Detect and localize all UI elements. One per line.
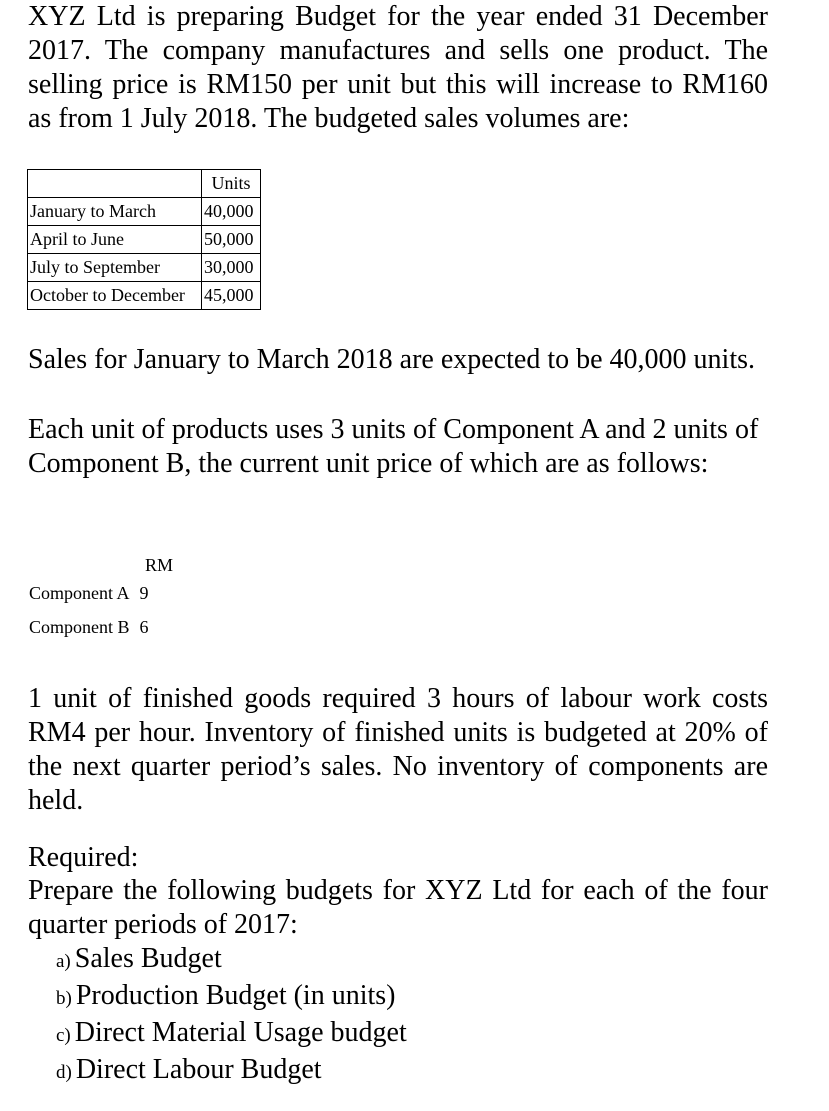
table-row <box>28 226 261 254</box>
table-header-row <box>28 170 261 198</box>
period-cell: October to December <box>28 282 202 310</box>
list-marker: c) <box>56 1025 71 1046</box>
list-item <box>56 1053 407 1090</box>
component-row-b <box>29 617 149 638</box>
task-label: Direct Material Usage budget <box>74 1017 407 1048</box>
table-header-units: Units <box>202 170 261 198</box>
task-label: Sales Budget <box>74 943 222 974</box>
table-row <box>28 198 261 226</box>
required-heading: Required: <box>28 842 139 873</box>
component-row-a <box>29 583 149 604</box>
table-header-blank <box>28 170 202 198</box>
period-cell: January to March <box>28 198 202 226</box>
sales-volume-table <box>27 169 261 310</box>
labour-note: 1 unit of finished goods required 3 hours of labour work costs RM4 per hour. Inventory of finished units is budgeted at 20% of the next quarter period’s sales. No inventory of components are held. <box>28 683 768 816</box>
required-text: Prepare the following budgets for XYZ Ltd for each of the four quarter periods of 2017: <box>28 875 768 940</box>
component-name: Component B <box>29 617 130 637</box>
list-item <box>56 979 407 1016</box>
list-marker: b) <box>56 988 72 1009</box>
period-cell: July to September <box>28 254 202 282</box>
units-cell: 50,000 <box>202 226 261 254</box>
list-item <box>56 942 407 979</box>
units-cell: 40,000 <box>202 198 261 226</box>
intro-paragraph: XYZ Ltd is preparing Budget for the year ended 31 December 2017. The company manufactures and sells one product. The selling price is RM150 per unit but this will increase to RM160 as from 1 July 2018. The budgeted sales volumes are: <box>28 1 768 134</box>
period-cell: April to June <box>28 226 202 254</box>
component-price: 6 <box>139 617 149 637</box>
list-marker: d) <box>56 1062 72 1083</box>
units-cell: 30,000 <box>202 254 261 282</box>
component-price: 9 <box>139 583 149 603</box>
component-name: Component A <box>29 583 130 603</box>
component-price-header: RM <box>145 555 174 575</box>
list-item <box>56 1016 407 1053</box>
table-row <box>28 254 261 282</box>
sales-note: Sales for January to March 2018 are expected to be 40,000 units. <box>28 344 756 375</box>
component-note: Each unit of products uses 3 units of Component A and 2 units of Component B, the current unit price of which are as follows: <box>28 414 759 479</box>
list-marker: a) <box>56 951 71 972</box>
units-cell: 45,000 <box>202 282 261 310</box>
table-row <box>28 282 261 310</box>
task-label: Direct Labour Budget <box>75 1054 322 1085</box>
task-label: Production Budget (in units) <box>75 980 396 1011</box>
task-list <box>56 942 407 1090</box>
